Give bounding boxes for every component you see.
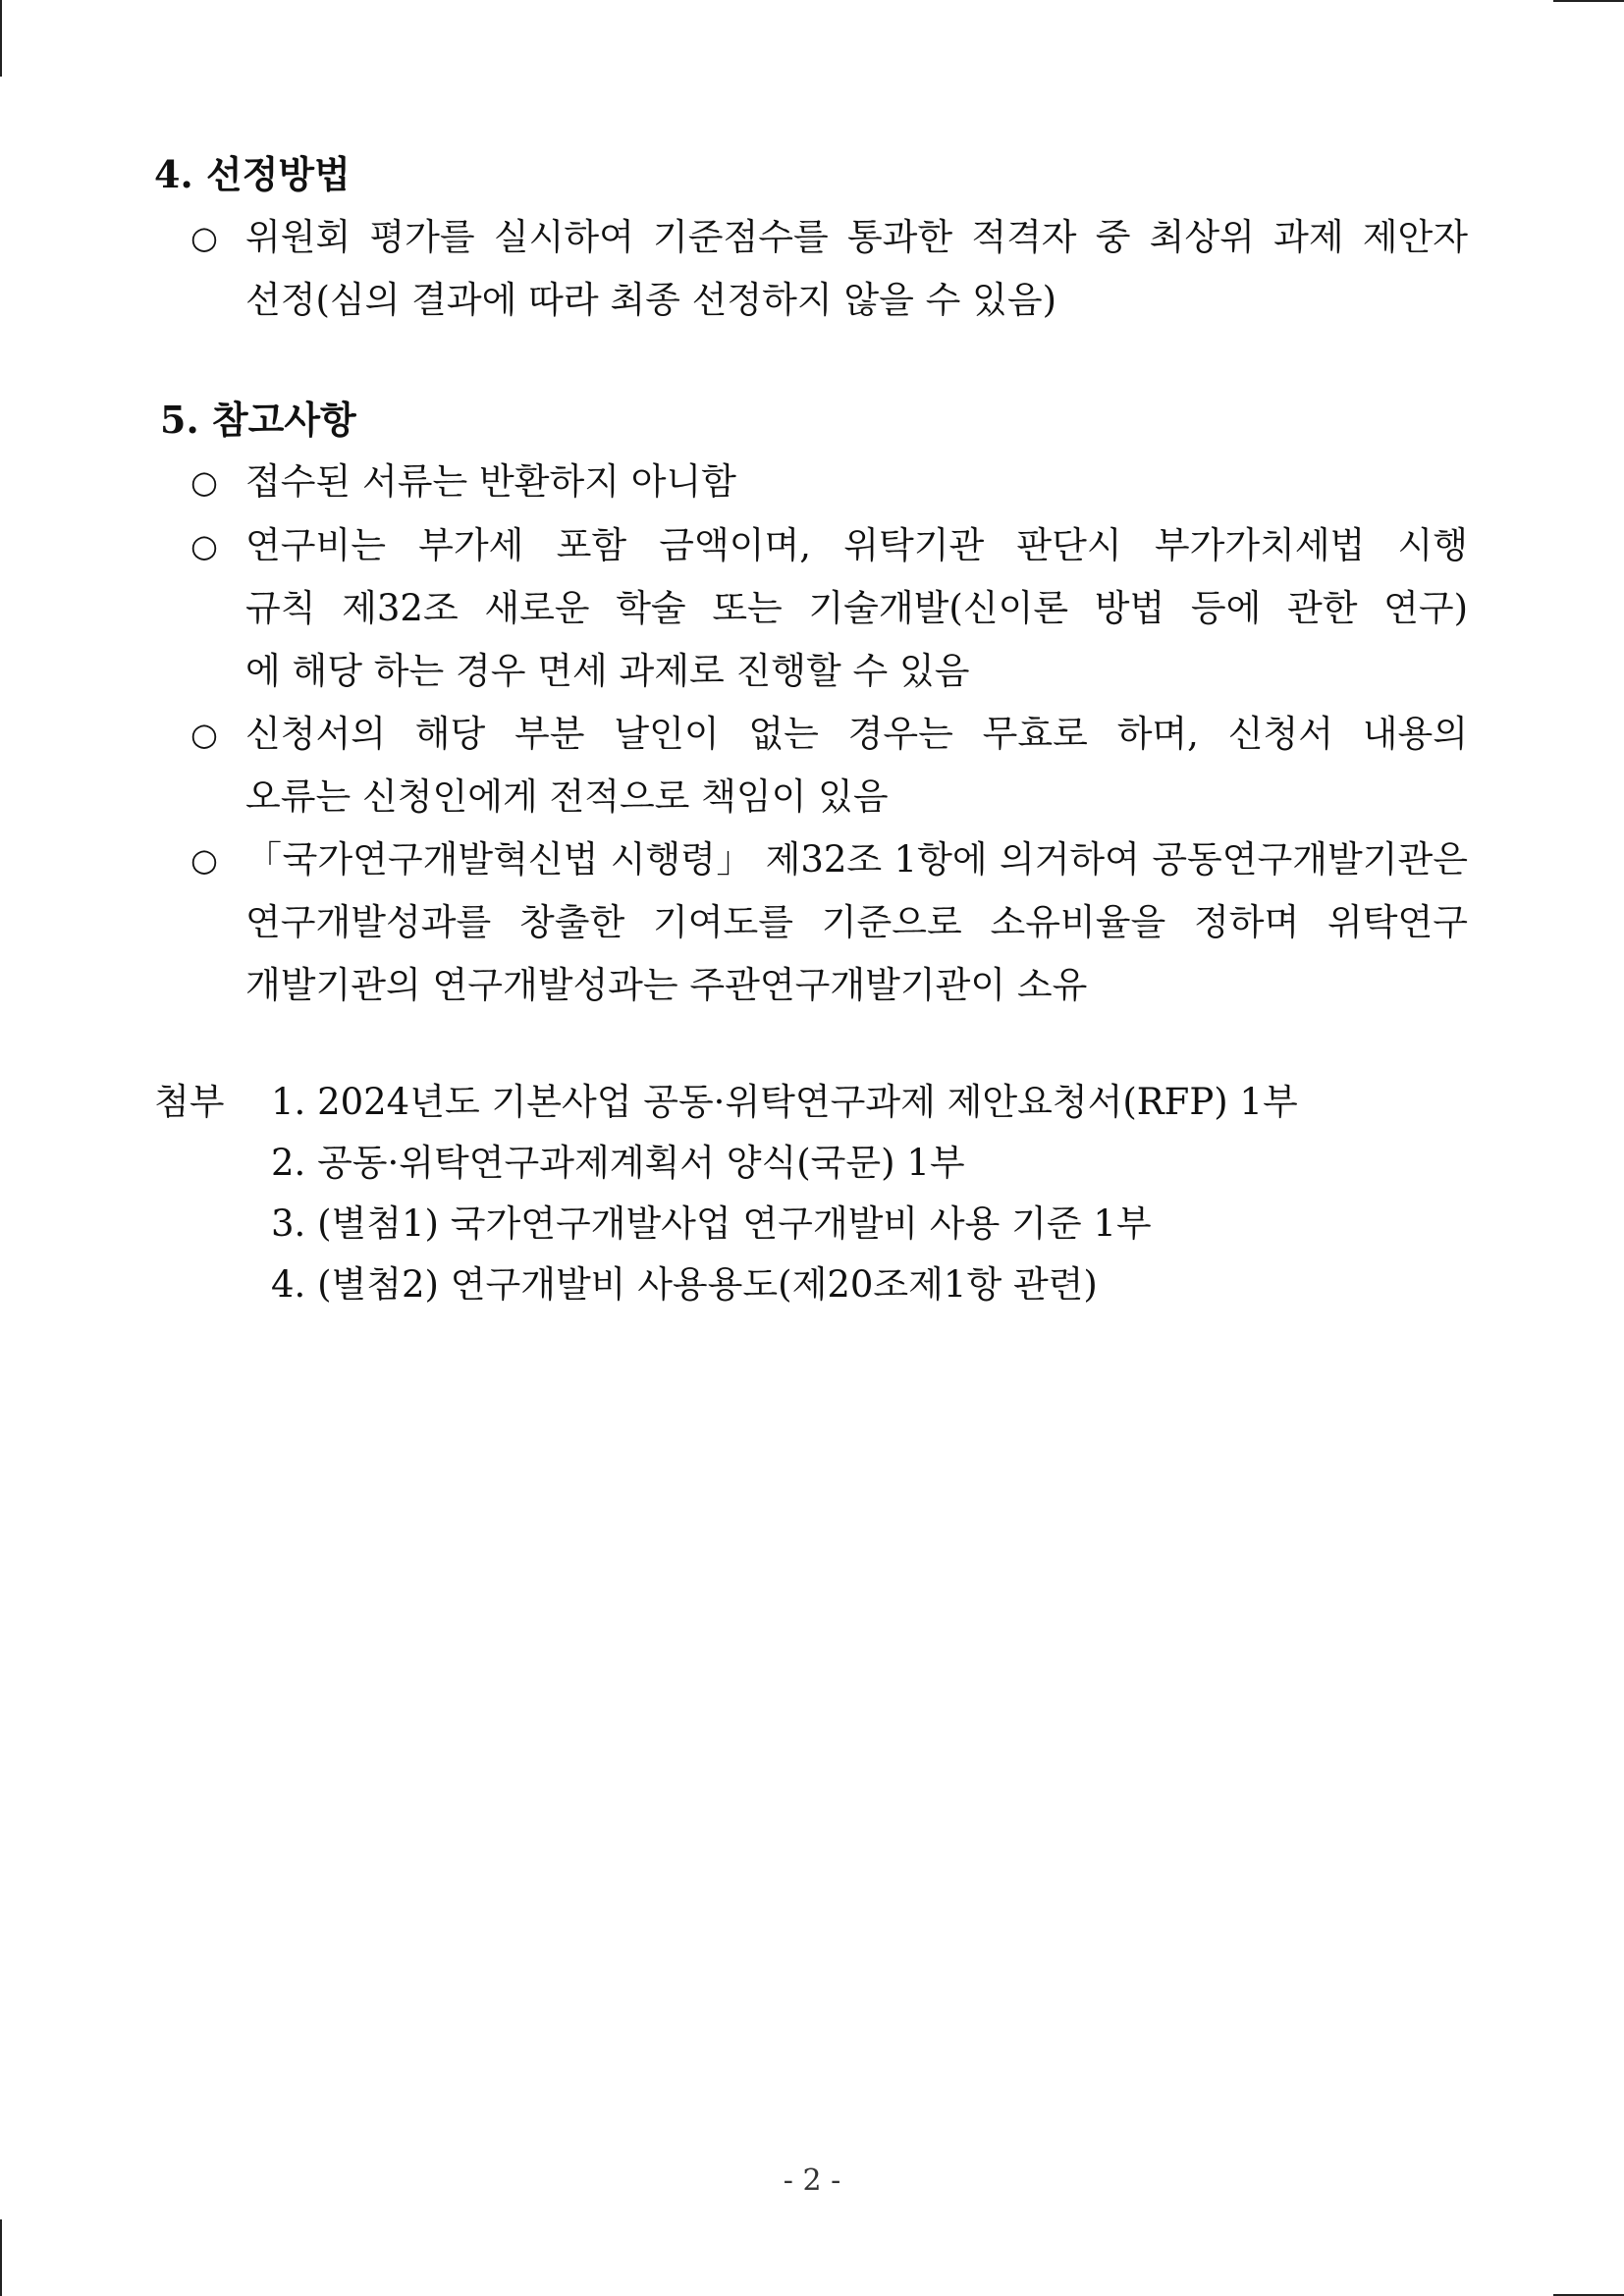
selection-line-1: 위원회 평가를 실시하여 기준점수를 통과한 적격자 중 최상위 과제 제안자 bbox=[245, 216, 1468, 258]
bullet-circle-icon: ○ bbox=[190, 527, 218, 564]
section-heading-notes: 5. 참고사항 bbox=[160, 398, 356, 442]
note-3-line-1: 신청서의 해당 부분 날인이 없는 경우는 무효로 하며, 신청서 내용의 bbox=[245, 713, 1468, 755]
bullet-circle-icon: ○ bbox=[190, 716, 218, 753]
attachment-item: 1. 2024년도 기본사업 공동·위탁연구과제 제안요청서(RFP) 1부 bbox=[271, 1081, 1298, 1123]
page-number: - 2 - bbox=[783, 2163, 841, 2198]
note-2-line-1: 연구비는 부가세 포함 금액이며, 위탁기관 판단시 부가가치세법 시행 bbox=[245, 524, 1468, 566]
section-heading-selection-method: 4. 선정방법 bbox=[154, 152, 351, 196]
bullet-circle-icon: ○ bbox=[190, 463, 218, 501]
attachment-item: 3. (별첨1) 국가연구개발사업 연구개발비 사용 기준 1부 bbox=[271, 1202, 1152, 1245]
crop-mark-top-left bbox=[0, 0, 2, 77]
bullet-circle-icon: ○ bbox=[190, 841, 218, 879]
attachments-label: 첨부 bbox=[154, 1081, 225, 1123]
note-2-line-3: 에 해당 하는 경우 면세 과제로 진행할 수 있음 bbox=[245, 650, 970, 692]
note-4-line-2: 연구개발성과를 창출한 기여도를 기준으로 소유비율을 정하며 위탁연구 bbox=[245, 901, 1468, 943]
bullet-circle-icon: ○ bbox=[190, 219, 218, 256]
note-4-line-3: 개발기관의 연구개발성과는 주관연구개발기관이 소유 bbox=[245, 964, 1088, 1006]
note-3-line-2: 오류는 신청인에게 전적으로 책임이 있음 bbox=[245, 775, 889, 818]
note-4-line-1: 「국가연구개발혁신법 시행령」 제32조 1항에 의거하여 공동연구개발기관은 bbox=[245, 838, 1468, 881]
crop-mark-bottom-left bbox=[0, 2219, 2, 2296]
note-1-line-1: 접수된 서류는 반환하지 아니함 bbox=[245, 460, 736, 503]
note-2-line-2: 규칙 제32조 새로운 학술 또는 기술개발(신이론 방법 등에 관한 연구) bbox=[245, 587, 1468, 629]
attachment-item: 2. 공동·위탁연구과제계획서 양식(국문) 1부 bbox=[271, 1142, 965, 1184]
attachment-item: 4. (별첨2) 연구개발비 사용용도(제20조제1항 관련) bbox=[271, 1263, 1098, 1306]
selection-line-2: 선정(심의 결과에 따라 최종 선정하지 않을 수 있음) bbox=[245, 279, 1057, 321]
crop-mark-top-right bbox=[1553, 0, 1624, 2]
